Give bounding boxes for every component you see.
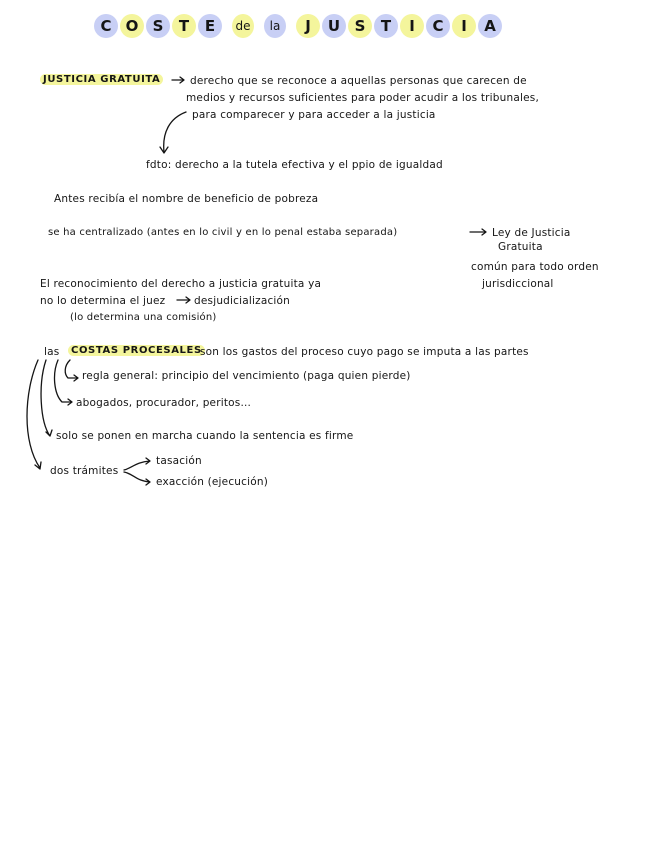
dos-tramites-note: dos trámites [50, 465, 119, 477]
justicia-definition-line2: medios y recursos suficientes para poder acudir a los tribunales, [186, 92, 539, 104]
curved-arrow-icon [160, 112, 186, 153]
title-letter: O [120, 14, 144, 38]
branch-arrow-icon [27, 360, 41, 469]
comun-note-line1: común para todo orden [471, 261, 599, 273]
branch-arrow-icon [41, 360, 52, 436]
title-word: la [264, 14, 286, 38]
centralizado-note: se ha centralizado (antes en lo civil y en lo penal estaba separada) [48, 227, 398, 238]
arrow-icon [177, 297, 190, 303]
reconocimiento-line1: El reconocimiento del derecho a justicia gratuita ya [40, 278, 322, 290]
title-letter: I [452, 14, 476, 38]
antes-note: Antes recibía el nombre de beneficio de pobreza [54, 193, 319, 205]
arrow-icon [470, 229, 486, 235]
regla-general-note: regla general: principio del vencimiento (paga quien pierde) [82, 370, 411, 382]
justicia-gratuita-term: JUSTICIA GRATUITA [40, 74, 163, 85]
reconocimiento-line2: no lo determina el juez [40, 295, 166, 307]
tasacion-note: tasación [156, 455, 202, 467]
fork-arrow-icon [124, 458, 150, 470]
title-letter: J [296, 14, 320, 38]
sentencia-firme-note: solo se ponen en marcha cuando la sentencia es firme [56, 430, 354, 442]
comun-note-line2: jurisdiccional [482, 278, 554, 290]
fork-arrow-icon [124, 472, 150, 485]
branch-arrow-icon [55, 360, 72, 405]
title-letter: T [374, 14, 398, 38]
title-letter: C [94, 14, 118, 38]
title-letter: S [146, 14, 170, 38]
costas-prefix: las [44, 346, 60, 358]
branch-arrow-icon [65, 360, 78, 381]
title-letter: I [400, 14, 424, 38]
arrow-icon [172, 77, 184, 83]
abogados-note: abogados, procurador, peritos... [76, 397, 252, 409]
title-letter: U [322, 14, 346, 38]
fundamento-note: fdto: derecho a la tutela efectiva y el ppio de igualdad [146, 159, 443, 171]
title-letter: C [426, 14, 450, 38]
justicia-definition-line1: derecho que se reconoce a aquellas personas que carecen de [190, 75, 527, 87]
ley-note-line1: Ley de Justicia [492, 227, 571, 239]
title-letter: T [172, 14, 196, 38]
title-letter: S [348, 14, 372, 38]
justicia-definition-line3: para comparecer y para acceder a la justicia [192, 109, 436, 121]
desjudicializacion-note: desjudicialización [194, 295, 291, 307]
title-letter: A [478, 14, 502, 38]
costas-procesales-term: COSTAS PROCESALES [68, 345, 205, 356]
reconocimiento-line3: (lo determina una comisión) [70, 312, 217, 323]
costas-definition: son los gastos del proceso cuyo pago se imputa a las partes [200, 346, 529, 358]
title-word: de [232, 14, 254, 38]
title-letter: E [198, 14, 222, 38]
exaccion-note: exacción (ejecución) [156, 476, 269, 488]
ley-note-line2: Gratuita [498, 241, 543, 253]
